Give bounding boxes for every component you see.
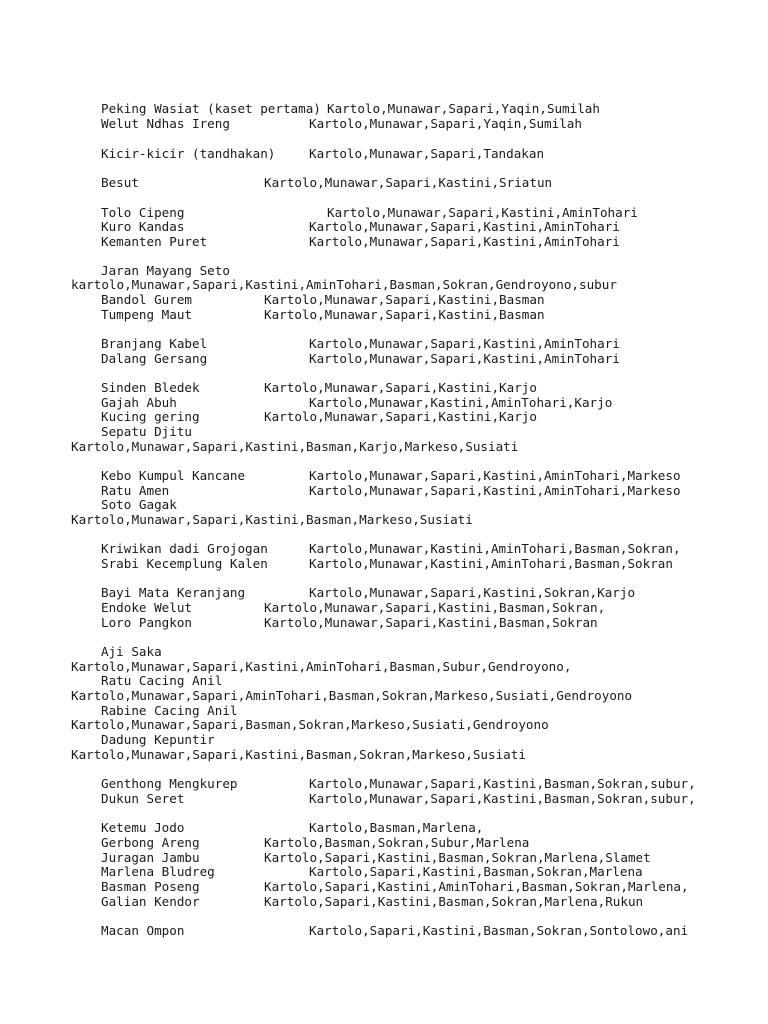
- entry-title: Bayi Mata Keranjang: [101, 585, 246, 600]
- entry-cast: Kartolo,Munawar,Sapari,Kastini,AminTohari: [327, 205, 638, 220]
- entry-title: Soto Gagak: [101, 497, 177, 512]
- entry-title: Kebo Kumpul Kancane: [101, 468, 246, 483]
- entry-cast: Kartolo,Munawar,Sapari,Kastini,AminTohari: [309, 234, 620, 249]
- entry-cast: Kartolo,Munawar,Sapari,Kastini,Basman,Sokran,subur,: [309, 791, 696, 806]
- entry-cast: Kartolo,Munawar,Sapari,Kastini,Basman,Sokran,: [264, 600, 606, 615]
- entry-cast: Kartolo,Sapari,Kastini,Basman,Sokran,Sontolowo,ani: [309, 923, 689, 938]
- entry-cast: Kartolo,Munawar,Sapari,Kastini,Basman: [264, 307, 545, 322]
- entry-cast: Kartolo,Munawar,Sapari,Kastini,AminTohari,Basman,Subur,Gendroyono,: [71, 659, 572, 674]
- entry-title: Kriwikan dadi Grojogan: [101, 541, 268, 556]
- entry-title: Bandol Gurem: [101, 292, 192, 307]
- entry-cast: kartolo,Munawar,Sapari,Kastini,AminTohari,Basman,Sokran,Gendroyono,subur: [71, 277, 617, 292]
- entry-title: Besut: [101, 175, 139, 190]
- entry-title: Gerbong Areng: [101, 835, 200, 850]
- entry-cast: Kartolo,Munawar,Sapari,Yaqin,Sumilah: [327, 101, 600, 116]
- entry-title: Marlena Bludreg: [101, 864, 215, 879]
- entry-title: Gajah Abuh: [101, 395, 177, 410]
- entry-title: Kuro Kandas: [101, 219, 185, 234]
- entry-cast: Kartolo,Basman,Sokran,Subur,Marlena: [264, 835, 530, 850]
- entry-title: Endoke Welut: [101, 600, 192, 615]
- entry-cast: Kartolo,Sapari,Kastini,AminTohari,Basman,Sokran,Marlena,: [264, 879, 689, 894]
- entry-title: Rabine Cacing Anil: [101, 703, 238, 718]
- entry-title: Kemanten Puret: [101, 234, 208, 249]
- entry-cast: Kartolo,Munawar,Sapari,Kastini,Basman,Sokran,subur,: [309, 776, 696, 791]
- entry-cast: Kartolo,Munawar,Sapari,Kastini,Basman,Markeso,Susiati: [71, 512, 473, 527]
- entry-title: Dalang Gersang: [101, 351, 208, 366]
- entry-title: Srabi Kecemplung Kalen: [101, 556, 268, 571]
- entry-cast: Kartolo,Munawar,Kastini,AminTohari,Basman,Sokran,: [309, 541, 681, 556]
- entry-cast: Kartolo,Munawar,Sapari,Kastini,Sokran,Karjo: [309, 585, 636, 600]
- entry-cast: Kartolo,Munawar,Sapari,Kastini,Basman: [264, 292, 545, 307]
- entry-title: Dadung Kepuntir: [101, 732, 215, 747]
- entry-title: Peking Wasiat (kaset pertama): [101, 101, 321, 116]
- entry-title: Macan Ompon: [101, 923, 185, 938]
- entry-cast: Kartolo,Munawar,Sapari,Kastini,Sriatun: [264, 175, 553, 190]
- entry-title: Ratu Cacing Anil: [101, 673, 223, 688]
- entry-title: Loro Pangkon: [101, 615, 192, 630]
- entry-cast: Kartolo,Sapari,Kastini,Basman,Sokran,Marlena,Slamet: [264, 850, 651, 865]
- entry-cast: Kartolo,Munawar,Sapari,Kastini,Basman,Karjo,Markeso,Susiati: [71, 439, 519, 454]
- entry-title: Welut Ndhas Ireng: [101, 116, 230, 131]
- entry-cast: Kartolo,Munawar,Sapari,Kastini,AminTohari,Markeso: [309, 483, 681, 498]
- entry-title: Kicir-kicir (tandhakan): [101, 146, 276, 161]
- entry-cast: Kartolo,Munawar,Sapari,Kastini,AminTohari: [309, 351, 620, 366]
- entry-cast: Kartolo,Munawar,Sapari,Kastini,Karjo: [264, 409, 537, 424]
- entry-cast: Kartolo,Munawar,Kastini,AminTohari,Karjo: [309, 395, 613, 410]
- entry-title: Genthong Mengkurep: [101, 776, 238, 791]
- entry-cast: Kartolo,Munawar,Sapari,Kastini,AminTohari: [309, 336, 620, 351]
- entry-title: Sepatu Djitu: [101, 424, 192, 439]
- entry-cast: Kartolo,Munawar,Sapari,Tandakan: [309, 146, 545, 161]
- entry-title: Ratu Amen: [101, 483, 170, 498]
- entry-title: Juragan Jambu: [101, 850, 200, 865]
- entry-title: Kucing gering: [101, 409, 200, 424]
- entry-cast: Kartolo,Basman,Marlena,: [309, 820, 484, 835]
- entry-title: Tumpeng Maut: [101, 307, 192, 322]
- entry-cast: Kartolo,Munawar,Kastini,AminTohari,Basman,Sokran: [309, 556, 673, 571]
- entry-title: Tolo Cipeng: [101, 205, 185, 220]
- entry-cast: Kartolo,Munawar,Sapari,Basman,Sokran,Markeso,Susiati,Gendroyono: [71, 717, 549, 732]
- entry-title: Jaran Mayang Seto: [101, 263, 230, 278]
- entry-cast: Kartolo,Munawar,Sapari,Yaqin,Sumilah: [309, 116, 582, 131]
- entry-title: Dukun Seret: [101, 791, 185, 806]
- entry-cast: Kartolo,Sapari,Kastini,Basman,Sokran,Marlena: [309, 864, 643, 879]
- entry-title: Sinden Bledek: [101, 380, 200, 395]
- entry-title: Basman Poseng: [101, 879, 200, 894]
- entry-cast: Kartolo,Munawar,Sapari,Kastini,Basman,Sokran,Markeso,Susiati: [71, 747, 526, 762]
- entry-cast: Kartolo,Munawar,Sapari,Kastini,AminTohari,Markeso: [309, 468, 681, 483]
- entry-cast: Kartolo,Munawar,Sapari,Kastini,AminTohari: [309, 219, 620, 234]
- entry-title: Branjang Kabel: [101, 336, 208, 351]
- entry-title: Ketemu Jodo: [101, 820, 185, 835]
- entry-cast: Kartolo,Munawar,Sapari,Kastini,Basman,Sokran: [264, 615, 598, 630]
- entry-cast: Kartolo,Sapari,Kastini,Basman,Sokran,Marlena,Rukun: [264, 894, 644, 909]
- entry-title: Aji Saka: [101, 644, 162, 659]
- entry-cast: Kartolo,Munawar,Sapari,Kastini,Karjo: [264, 380, 537, 395]
- entry-cast: Kartolo,Munawar,Sapari,AminTohari,Basman,Sokran,Markeso,Susiati,Gendroyono: [71, 688, 633, 703]
- entry-title: Galian Kendor: [101, 894, 200, 909]
